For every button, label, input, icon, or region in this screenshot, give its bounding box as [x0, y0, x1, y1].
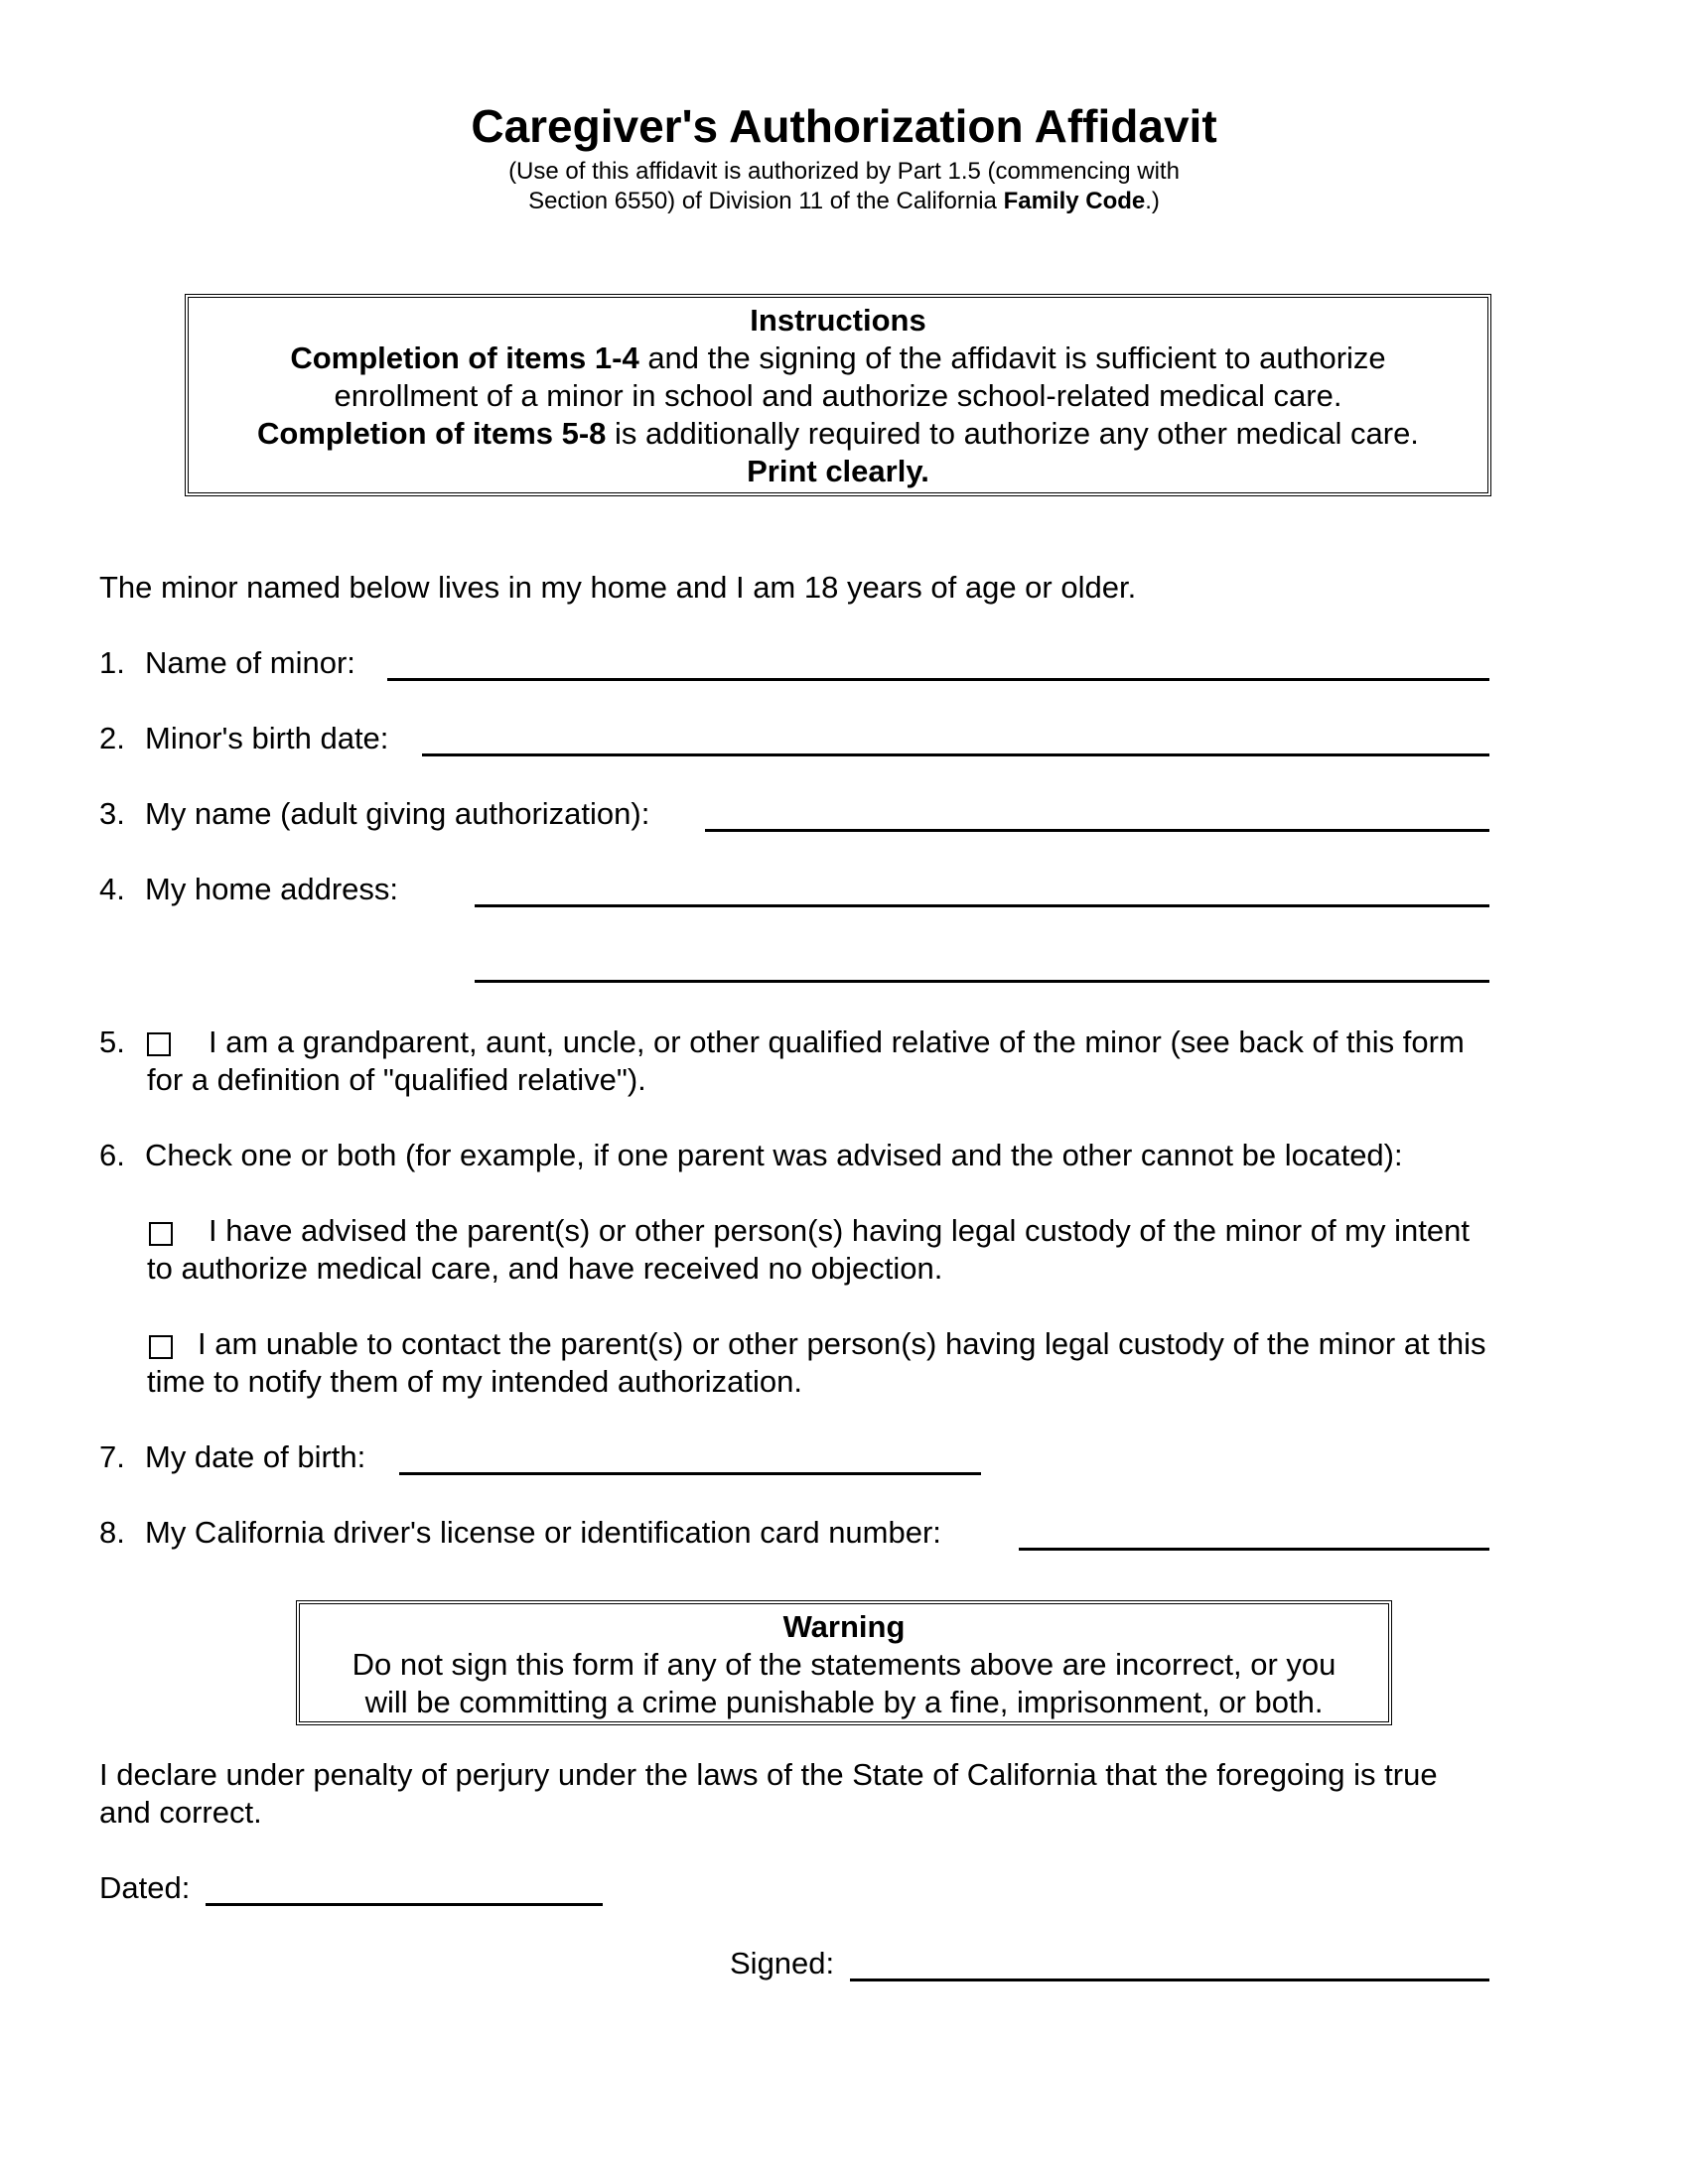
- form-title: Caregiver's Authorization Affidavit: [471, 100, 1217, 152]
- home-address-field-line-2[interactable]: [475, 980, 1489, 983]
- minor-birth-date-field[interactable]: [422, 753, 1489, 756]
- item-label: My name (adult giving authorization):: [145, 796, 650, 831]
- item-7-label: [99, 1438, 365, 1476]
- items-1-4-text: Completion of items 1-4: [290, 341, 639, 375]
- warning-box: [296, 1600, 1392, 1725]
- item-number: 8.: [99, 1515, 125, 1550]
- item-2-label: [99, 720, 388, 757]
- item-number: 4.: [99, 872, 125, 906]
- instructions-heading: Instructions: [750, 303, 926, 338]
- instructions-box: [185, 294, 1491, 496]
- item-8-label: [99, 1514, 941, 1552]
- unable-to-contact-checkbox[interactable]: [149, 1335, 173, 1359]
- option-advised-text-line-2: to authorize medical care, and have received no objection.: [147, 1251, 943, 1286]
- instructions-text: and the signing of the affidavit is sufficient to authorize: [638, 341, 1386, 375]
- option-unable-text-line-2: time to notify them of my intended authorization.: [147, 1364, 802, 1399]
- item-label: My home address:: [145, 872, 398, 906]
- qualified-relative-checkbox[interactable]: [147, 1032, 171, 1056]
- home-address-field-line-1[interactable]: [475, 904, 1489, 907]
- item-number: 3.: [99, 796, 125, 831]
- warning-line-2: will be committing a crime punishable by a fine, imprisonment, or both.: [364, 1685, 1324, 1719]
- intro-statement: The minor named below lives in my home and I am 18 years of age or older.: [99, 570, 1137, 605]
- item-6-label: [99, 1137, 1403, 1174]
- item-number: 7.: [99, 1439, 125, 1474]
- license-number-field[interactable]: [1019, 1548, 1489, 1551]
- adult-name-field[interactable]: [705, 829, 1489, 832]
- option-advised-text: I have advised the parent(s) or other person(s) having legal custody of the minor of my intent: [209, 1213, 1470, 1248]
- items-5-8-text: Completion of items 5-8: [257, 416, 607, 451]
- item-5-number: 5.: [99, 1024, 125, 1059]
- form-subtitle: [0, 157, 1688, 216]
- declaration-line-2: and correct.: [99, 1795, 262, 1830]
- advised-parents-checkbox[interactable]: [149, 1222, 173, 1246]
- item-label: My date of birth:: [145, 1439, 366, 1474]
- declaration-line-1: I declare under penalty of perjury under the laws of the State of California that the foregoing is true: [99, 1757, 1438, 1792]
- item-5-text-line-2: for a definition of "qualified relative").: [147, 1062, 646, 1097]
- instructions-line-1: [189, 340, 1487, 377]
- item-number: 1.: [99, 645, 125, 680]
- family-code-text: Family Code: [1003, 188, 1146, 214]
- subtitle-text: Section 6550) of Division 11 of the California: [528, 188, 1004, 214]
- item-5-text: I am a grandparent, aunt, uncle, or other qualified relative of the minor (see back of this form: [209, 1024, 1465, 1059]
- option-unable-text: I am unable to contact the parent(s) or other person(s) having legal custody of the minor at this: [198, 1326, 1486, 1361]
- print-clearly-text: Print clearly.: [747, 454, 929, 488]
- item-label: Minor's birth date:: [145, 721, 389, 755]
- item-label: Check one or both (for example, if one parent was advised and the other cannot be located):: [145, 1138, 1403, 1172]
- instructions-line-3: [189, 415, 1487, 453]
- caregiver-birth-date-field[interactable]: [399, 1472, 981, 1475]
- item-number: 6.: [99, 1138, 125, 1172]
- warning-heading: Warning: [782, 1609, 906, 1644]
- item-3-label: [99, 795, 649, 833]
- instructions-line-2: enrollment of a minor in school and authorize school-related medical care.: [334, 378, 1342, 413]
- item-label: Name of minor:: [145, 645, 355, 680]
- item-1-label: [99, 644, 355, 682]
- item-4-label: [99, 871, 398, 908]
- signed-label: Signed:: [730, 1946, 835, 1980]
- dated-label: Dated:: [99, 1870, 191, 1905]
- subtitle-line-2: [0, 187, 1688, 216]
- dated-field[interactable]: [206, 1903, 603, 1906]
- minor-name-field[interactable]: [387, 678, 1489, 681]
- item-number: 2.: [99, 721, 125, 755]
- item-label: My California driver's license or identification card number:: [145, 1515, 941, 1550]
- instructions-text-2: is additionally required to authorize any other medical care.: [606, 416, 1419, 451]
- signature-field[interactable]: [850, 1979, 1489, 1981]
- subtitle-line-1: (Use of this affidavit is authorized by Part 1.5 (commencing with: [508, 158, 1180, 185]
- subtitle-suffix: .): [1145, 188, 1160, 214]
- warning-line-1: Do not sign this form if any of the statements above are incorrect, or you: [352, 1647, 1336, 1682]
